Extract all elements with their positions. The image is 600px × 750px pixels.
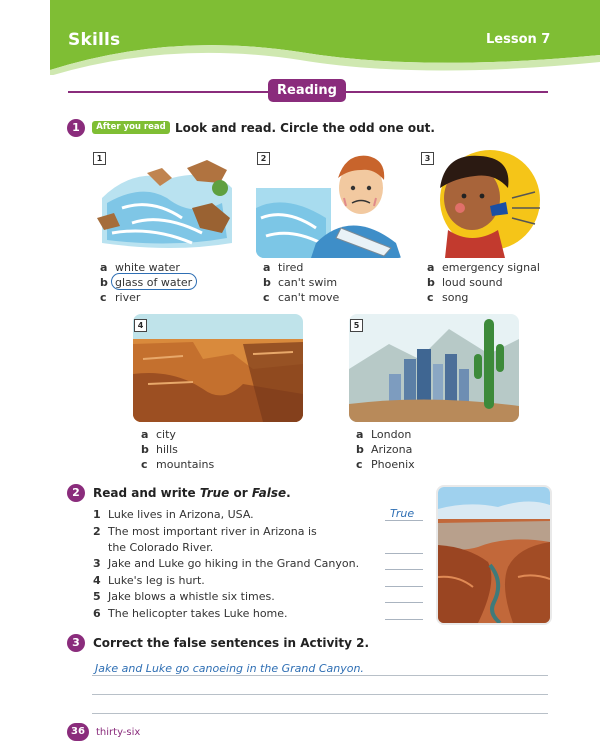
statement-1: 1 Luke lives in Arizona, USA. (93, 508, 254, 521)
picture-4-option-c[interactable]: c mountains (141, 458, 215, 471)
writing-line-2[interactable] (92, 694, 548, 695)
picture-2-option-a[interactable]: a tired (263, 261, 304, 274)
picture-1-option-b[interactable]: b glass of water (100, 276, 193, 289)
section-title: Skills (68, 30, 121, 50)
answer-circle (111, 273, 197, 290)
statement-3: 3 Jake and Luke go hiking in the Grand Canyon. (93, 557, 360, 570)
grand-canyon-photo (438, 487, 550, 623)
statement-4: 4 Luke's leg is hurt. (93, 574, 205, 587)
answer-1: True (390, 507, 415, 520)
statement-5: 5 Jake blows a whistle six times. (93, 590, 275, 603)
picture-canyon (133, 314, 303, 422)
picture-city (349, 314, 519, 422)
activity-1-instruction: Look and read. Circle the odd one out. (175, 121, 435, 135)
picture-5-option-b[interactable]: b Arizona (356, 443, 413, 456)
reading-label: Reading (268, 79, 346, 102)
answer-line-5[interactable] (385, 602, 423, 603)
picture-3-option-a[interactable]: a emergency signal (427, 261, 540, 274)
picture-1-option-c[interactable]: c river (100, 291, 141, 304)
activity-2-number: 2 (67, 484, 85, 502)
activity-3-instruction: Correct the false sentences in Activity 2. (93, 636, 370, 650)
picture-2-option-c[interactable]: c can't move (263, 291, 340, 304)
picture-whistle (420, 148, 548, 258)
statement-6: 6 The helicopter takes Luke home. (93, 607, 288, 620)
picture-3-number: 3 (421, 152, 434, 165)
answer-line-2[interactable] (385, 553, 423, 554)
writing-line-1[interactable] (92, 675, 548, 676)
picture-2-number: 2 (257, 152, 270, 165)
activity-1-number: 1 (67, 119, 85, 137)
picture-4-option-a[interactable]: a city (141, 428, 176, 441)
picture-2-option-b[interactable]: b can't swim (263, 276, 338, 289)
answer-line-6[interactable] (385, 619, 423, 620)
answer-line-1[interactable] (385, 520, 423, 521)
after-you-read-tag: After you read (92, 121, 170, 134)
statement-2-continued: the Colorado River. (108, 541, 214, 554)
picture-5-number: 5 (350, 319, 363, 332)
picture-1-number: 1 (93, 152, 106, 165)
written-correction: Jake and Luke go canoeing in the Grand Canyon. (95, 662, 364, 675)
lesson-label: Lesson 7 (486, 32, 551, 47)
picture-5-option-c[interactable]: c Phoenix (356, 458, 415, 471)
picture-5-option-a[interactable]: a London (356, 428, 412, 441)
picture-3-option-c[interactable]: c song (427, 291, 469, 304)
answer-line-3[interactable] (385, 569, 423, 570)
picture-tired-boy (256, 148, 406, 258)
picture-1-option-a[interactable]: a white water (100, 261, 180, 274)
picture-3-option-b[interactable]: b loud sound (427, 276, 503, 289)
picture-4-number: 4 (134, 319, 147, 332)
activity-3-number: 3 (67, 634, 85, 652)
picture-4-option-b[interactable]: b hills (141, 443, 178, 456)
answer-line-4[interactable] (385, 586, 423, 587)
activity-2-instruction: Read and write True or False. (93, 486, 291, 500)
writing-line-3[interactable] (92, 713, 548, 714)
page-number: 36 (67, 723, 89, 741)
statement-2: 2 The most important river in Arizona is (93, 525, 317, 538)
page-number-words: thirty-six (96, 727, 141, 738)
picture-white-water (92, 148, 237, 258)
